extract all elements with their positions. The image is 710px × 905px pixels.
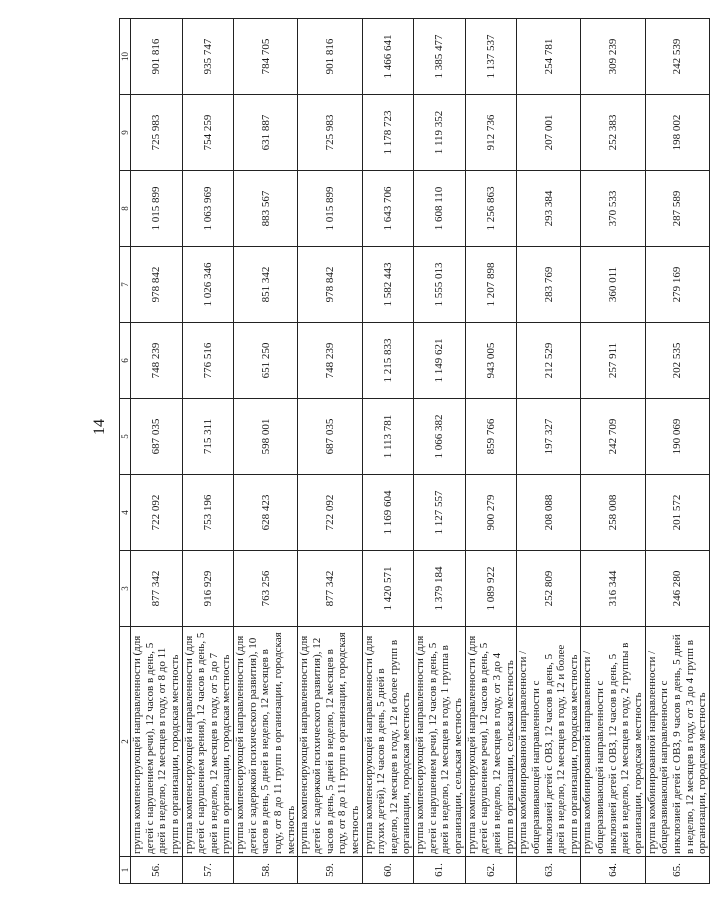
table-row: [465, 19, 517, 884]
cost-value: 715 311: [182, 399, 234, 475]
column-number: 7: [120, 247, 131, 323]
cost-value: 1 119 352: [414, 95, 466, 171]
column-number: 5: [120, 399, 131, 475]
table-row: [234, 19, 298, 884]
cost-value: 1 608 110: [414, 171, 466, 247]
cost-value: 258 008: [581, 475, 645, 551]
column-number: 2: [120, 627, 131, 857]
cost-value: 725 983: [298, 95, 362, 171]
cost-value: 722 092: [298, 475, 362, 551]
cost-value: 943 005: [465, 323, 517, 399]
cost-value: 309 239: [581, 19, 645, 95]
rotated-table-region: [119, 19, 709, 884]
column-number: 9: [120, 95, 131, 171]
group-description: группа компенсирующей направленности (для детей с нарушением зрения), 12 часов в день, 5 дней в неделю, 12 месяцев в году, от 5 до 7 групп в организации, городская местность: [182, 627, 234, 857]
cost-value: 201 572: [645, 475, 709, 551]
cost-value: 1 015 899: [131, 171, 183, 247]
table-row: [362, 19, 414, 884]
column-number: 8: [120, 171, 131, 247]
cost-value: 1 466 641: [362, 19, 414, 95]
cost-value: 1 379 184: [414, 551, 466, 627]
cost-value: 198 002: [645, 95, 709, 171]
cost-value: 651 250: [234, 323, 298, 399]
cost-value: 283 769: [517, 247, 581, 323]
tariff-table: [119, 18, 710, 884]
cost-value: 252 383: [581, 95, 645, 171]
cost-value: 1 127 557: [414, 475, 466, 551]
cost-value: 1 015 899: [298, 171, 362, 247]
cost-value: 1 178 723: [362, 95, 414, 171]
column-number-header: [120, 19, 131, 884]
group-description: группа компенсирующей направленности (для детей с нарушением речи), 12 часов в день, 5 дней в неделю, 12 месяцев в году, 1 группа в организации, сельская местность: [414, 627, 466, 857]
cost-value: 279 169: [645, 247, 709, 323]
cost-value: 628 423: [234, 475, 298, 551]
cost-value: 631 887: [234, 95, 298, 171]
cost-value: 190 069: [645, 399, 709, 475]
cost-value: 748 239: [298, 323, 362, 399]
cost-value: 1 215 833: [362, 323, 414, 399]
column-number: 4: [120, 475, 131, 551]
cost-value: 748 239: [131, 323, 183, 399]
cost-value: 1 089 922: [465, 551, 517, 627]
cost-value: 370 533: [581, 171, 645, 247]
cost-value: 912 736: [465, 95, 517, 171]
cost-value: 197 327: [517, 399, 581, 475]
row-number: 61.: [414, 857, 466, 884]
row-number: 57.: [182, 857, 234, 884]
cost-value: 978 842: [298, 247, 362, 323]
cost-value: 598 001: [234, 399, 298, 475]
cost-value: 877 342: [131, 551, 183, 627]
cost-value: 900 279: [465, 475, 517, 551]
cost-value: 242 539: [645, 19, 709, 95]
cost-value: 360 011: [581, 247, 645, 323]
cost-value: 287 589: [645, 171, 709, 247]
page-number: 14: [91, 419, 108, 435]
cost-value: 877 342: [298, 551, 362, 627]
table-row: [131, 19, 183, 884]
cost-value: 293 384: [517, 171, 581, 247]
row-number: 60.: [362, 857, 414, 884]
table-row: [414, 19, 466, 884]
column-number: 1: [120, 857, 131, 884]
row-number: 58.: [234, 857, 298, 884]
cost-value: 254 781: [517, 19, 581, 95]
cost-value: 242 709: [581, 399, 645, 475]
cost-value: 725 983: [131, 95, 183, 171]
cost-value: 753 196: [182, 475, 234, 551]
row-number: 63.: [517, 857, 581, 884]
cost-value: 202 535: [645, 323, 709, 399]
cost-value: 978 842: [131, 247, 183, 323]
group-description: группа комбинированной направленности / общеразвивающей направленности с инклюзией детей с ОВЗ, 12 часов в день, 5 дней в неделю, 12 месяцев в году, 2 группы в организации, городская местность: [581, 627, 645, 857]
cost-value: 901 816: [131, 19, 183, 95]
table-row: [581, 19, 645, 884]
column-number: 3: [120, 551, 131, 627]
cost-value: 763 256: [234, 551, 298, 627]
cost-value: 851 342: [234, 247, 298, 323]
cost-value: 883 567: [234, 171, 298, 247]
table-row: [298, 19, 362, 884]
cost-value: 1 113 781: [362, 399, 414, 475]
cost-value: 1 207 898: [465, 247, 517, 323]
cost-value: 1 385 477: [414, 19, 466, 95]
cost-value: 1 555 013: [414, 247, 466, 323]
cost-value: 1 137 537: [465, 19, 517, 95]
group-description: группа компенсирующей направленности (для детей с нарушением речи), 12 часов в день, 5 дней в неделю, 12 месяцев в году, от 3 до 4 групп в организации, сельская местность: [465, 627, 517, 857]
cost-value: 207 001: [517, 95, 581, 171]
cost-value: 687 035: [298, 399, 362, 475]
group-description: группа компенсирующей направленности (для детей с задержкой психического развития), 12 часов в день, 5 дней в неделю, 12 месяцев в году, от 8 до 11 групп в организации, городская местность: [298, 627, 362, 857]
cost-value: 1 149 621: [414, 323, 466, 399]
cost-value: 916 929: [182, 551, 234, 627]
cost-value: 1 582 443: [362, 247, 414, 323]
table-row: [182, 19, 234, 884]
cost-value: 1 169 604: [362, 475, 414, 551]
cost-value: 1 420 571: [362, 551, 414, 627]
cost-value: 687 035: [131, 399, 183, 475]
group-description: группа компенсирующей направленности (для детей с задержкой психического развития), 10 часов в день, 5 дней в неделю, 12 месяцев в году, от 8 до 11 групп в организации, городская местность: [234, 627, 298, 857]
column-number: 10: [120, 19, 131, 95]
column-number: 6: [120, 323, 131, 399]
cost-value: 784 705: [234, 19, 298, 95]
cost-value: 935 747: [182, 19, 234, 95]
cost-value: 257 911: [581, 323, 645, 399]
cost-value: 316 344: [581, 551, 645, 627]
row-number: 56.: [131, 857, 183, 884]
group-description: группа комбинированной направленности / общеразвивающей направленности с инклюзией детей с ОВЗ, 9 часов в день, 5 дней в неделю, 12 месяцев в году, от 3 до 4 групп в организации, городская местность: [645, 627, 709, 857]
cost-value: 208 088: [517, 475, 581, 551]
row-number: 62.: [465, 857, 517, 884]
group-description: группа компенсирующей направленности (для детей с нарушением речи), 12 часов в день, 5 дней в неделю, 12 месяцев в году, от 8 до 11 групп в организации, городская местность: [131, 627, 183, 857]
table-row: [645, 19, 709, 884]
row-number: 64.: [581, 857, 645, 884]
cost-value: 754 259: [182, 95, 234, 171]
cost-value: 212 529: [517, 323, 581, 399]
cost-value: 1 643 706: [362, 171, 414, 247]
cost-value: 246 280: [645, 551, 709, 627]
cost-value: 1 066 382: [414, 399, 466, 475]
table-row: [517, 19, 581, 884]
cost-value: 859 766: [465, 399, 517, 475]
row-number: 59.: [298, 857, 362, 884]
cost-value: 252 809: [517, 551, 581, 627]
cost-value: 901 816: [298, 19, 362, 95]
group-description: группа компенсирующей направленности (для глухих детей), 12 часов в день, 5 дней в неделю, 12 месяцев в году, 12 и более групп в организации, городская местность: [362, 627, 414, 857]
cost-value: 776 516: [182, 323, 234, 399]
cost-value: 1 256 863: [465, 171, 517, 247]
group-description: группа комбинированной направленности / общеразвивающей направленности с инклюзией детей с ОВЗ, 12 часов в день, 5 дней в неделю, 12 месяцев в году, 12 и более групп в организации, городская местность: [517, 627, 581, 857]
cost-value: 1 026 346: [182, 247, 234, 323]
cost-value: 1 063 969: [182, 171, 234, 247]
row-number: 65.: [645, 857, 709, 884]
cost-value: 722 092: [131, 475, 183, 551]
